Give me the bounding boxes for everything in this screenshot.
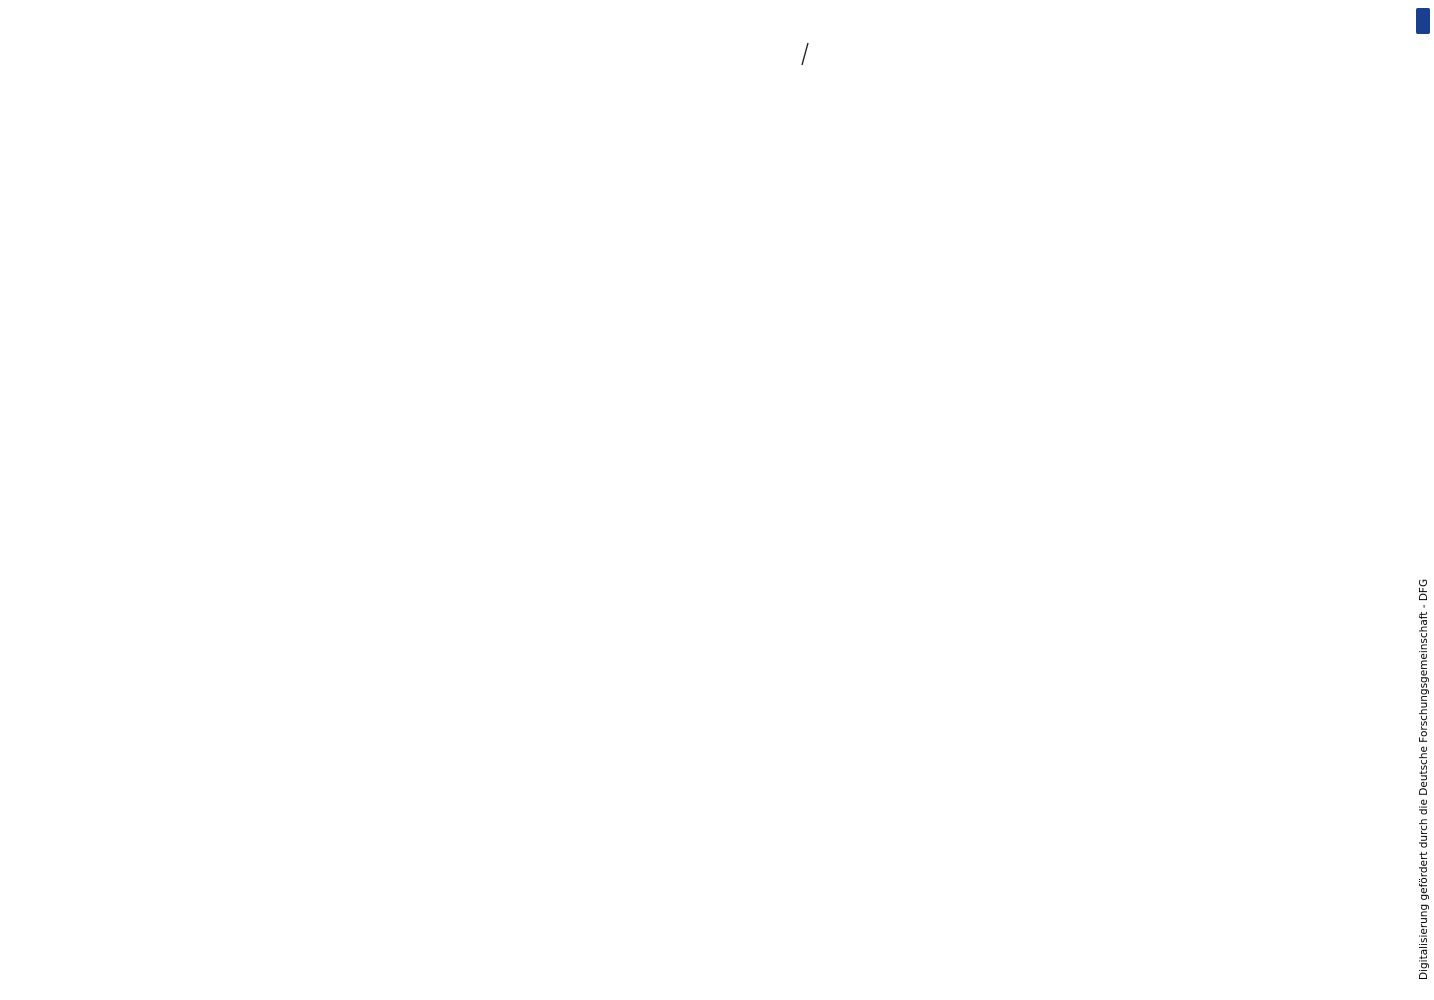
margin-note: [1398, 20, 1428, 980]
margin-note-text: Digitalisierung gefördert durch die Deutsche Forschungsgemeinschaft - DFG: [1418, 578, 1430, 980]
pen-mark: [798, 42, 812, 66]
